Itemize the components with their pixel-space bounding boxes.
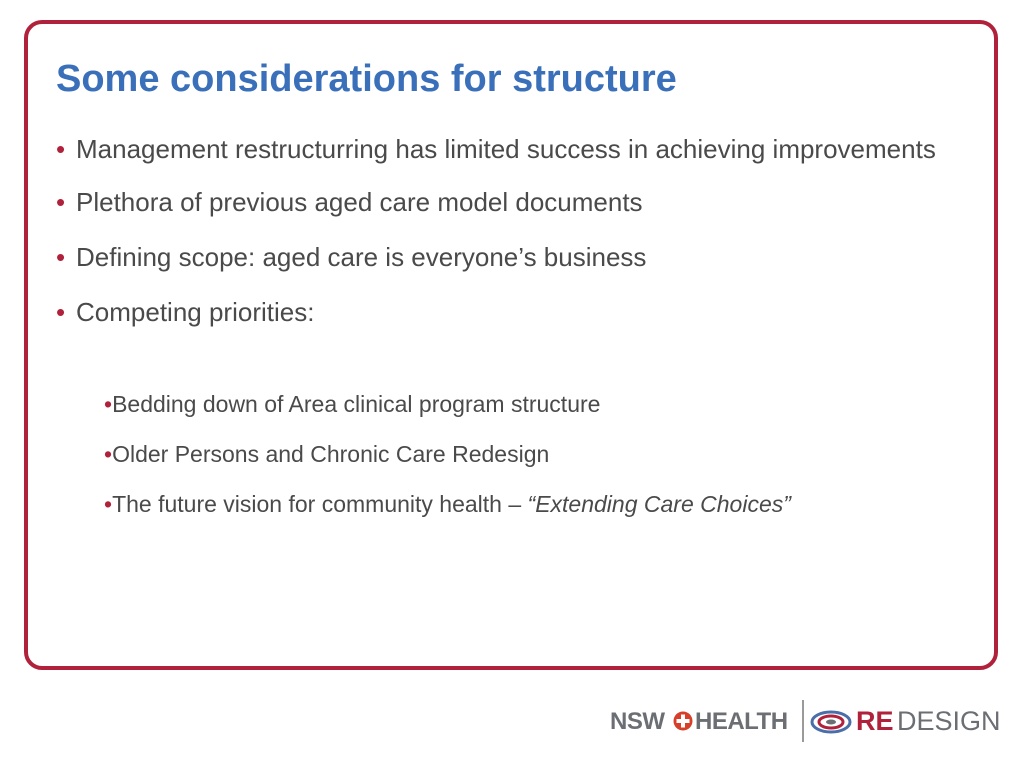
sub-bullet-marker: • — [104, 391, 113, 417]
slide-title: Some considerations for structure — [56, 58, 677, 100]
sub-bullet-marker: • — [104, 491, 113, 517]
logo-health-text: HEALTH — [695, 708, 788, 735]
redesign-swirl-icon — [810, 708, 852, 736]
bullet-text: Competing priorities: — [76, 297, 315, 327]
bullet-item — [56, 241, 956, 274]
bullet-text: Management restructurring has limited success in achieving improvements — [76, 134, 936, 164]
logo-divider — [802, 700, 804, 742]
sub-bullet-item — [104, 439, 864, 469]
sub-bullet-italic-text: “Extending Care Choices” — [527, 491, 791, 517]
sub-bullet-list — [104, 389, 864, 539]
bullet-item — [56, 186, 956, 219]
sub-bullet-text: The future vision for community health – — [112, 491, 528, 517]
logo-nsw-text: NSW — [610, 708, 665, 735]
sub-bullet-text: Bedding down of Area clinical program structure — [112, 391, 601, 417]
sub-bullet-text: Older Persons and Chronic Care Redesign — [112, 441, 550, 467]
bullet-marker: • — [56, 187, 66, 217]
bullet-item — [56, 133, 956, 166]
sub-bullet-item — [104, 389, 864, 419]
logo-re-text: RE — [856, 706, 894, 736]
bullet-marker: • — [56, 134, 66, 164]
bullet-text: Plethora of previous aged care model documents — [76, 187, 643, 217]
bullet-text: Defining scope: aged care is everyone’s business — [76, 242, 647, 272]
red-cross-circle-icon — [673, 711, 693, 731]
bullet-marker: • — [56, 297, 66, 327]
nsw-health-redesign-logo — [610, 700, 1005, 744]
bullet-list — [56, 133, 956, 351]
sub-bullet-marker: • — [104, 441, 113, 467]
bullet-marker: • — [56, 242, 66, 272]
sub-bullet-item — [104, 489, 864, 519]
bullet-item — [56, 296, 956, 329]
logo-design-text: DESIGN — [897, 706, 1001, 736]
